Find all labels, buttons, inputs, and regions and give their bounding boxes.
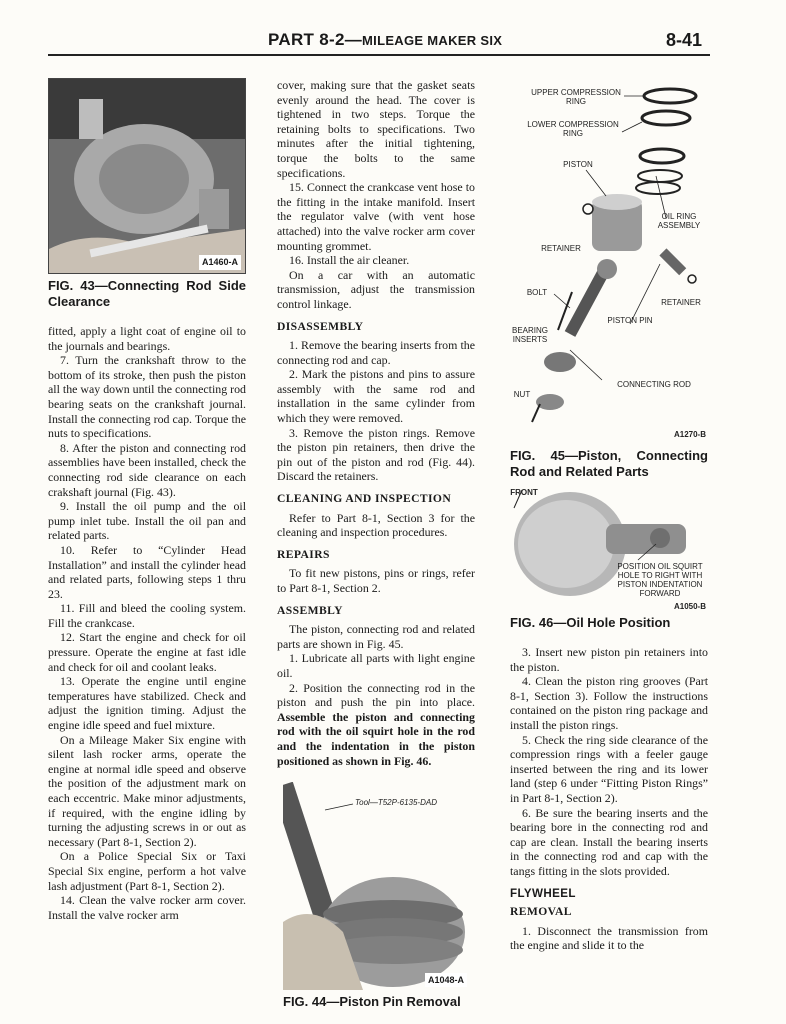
para: 5. Check the ring side clearance of the compression rings with a feeler gauge inserted between the ring and its lower land (step 6 under “Fitting Piston Rings” in Part 8-1, Section 2).	[510, 732, 708, 805]
para: 12. Start the engine and check for oil pressure. Operate the engine at fast idle and check for oil and coolant leaks.	[48, 630, 246, 674]
label-upper-ring: UPPER COMPRESSION RING	[531, 88, 621, 106]
fig44-caption: FIG. 44—Piston Pin Removal	[283, 994, 461, 1010]
para: 10. Refer to “Cylinder Head Installation” and install the cylinder head and related parts, following steps 1 thru 23.	[48, 542, 246, 601]
fig43-photo	[48, 78, 246, 274]
para: On a Police Special Six or Taxi Special Six engine, perform a hot valve lash adjustment (Part 8-1, Section 2).	[48, 849, 246, 893]
section-subtitle: MILEAGE MAKER SIX	[362, 33, 503, 48]
header-separator: —	[344, 30, 363, 49]
label-oil-squirt-note: POSITION OIL SQUIRT HOLE TO RIGHT WITH PISTON INDENTATION FORWARD	[617, 562, 703, 598]
label-retainer-left: RETAINER	[541, 244, 581, 253]
label-bolt: BOLT	[526, 288, 548, 297]
fig43-caption: FIG. 43—Connecting Rod Side Clearance	[48, 278, 246, 309]
fig46-caption: FIG. 46—Oil Hole Position	[510, 615, 671, 630]
para: 11. Fill and bleed the cooling system. Fill the crankcase.	[48, 601, 246, 630]
para: 3. Remove the piston rings. Remove the piston pin retainers, then drive the pin out of the piston and rod (Fig. 44). Discard the retainers.	[277, 425, 475, 484]
label-lower-ring: LOWER COMPRESSION RING	[527, 120, 619, 138]
fig45-code: A1270-B	[673, 430, 706, 439]
assembly-step-2-bold: Assemble the piston and connecting rod with the oil squirt hole in the rod and the indentation in the piston positioned as shown in Fig. 46.	[277, 709, 475, 768]
para: 3. Insert new piston pin retainers into the piston.	[510, 645, 708, 674]
part-label: PART 8-2	[268, 30, 345, 49]
label-connecting-rod: CONNECTING ROD	[617, 380, 691, 389]
para: To fit new pistons, pins or rings, refer to Part 8-1, Section 2.	[277, 566, 475, 595]
fig46-diagram	[510, 488, 706, 600]
para: 13. Operate the engine until engine temperatures have stabilized. Check and adjust the ignition timing. Adjust the engine idle speed and fuel mixture.	[48, 674, 246, 733]
header-rule	[48, 54, 710, 56]
para: 7. Turn the crankshaft throw to the bottom of its stroke, then push the piston all the way down until the connecting rod bearing seats on the crankshaft journal. Install the connecting rod cap. Torque the nuts to specifications.	[48, 353, 246, 441]
fig44-code: A1048-A	[425, 973, 467, 988]
para: 16. Install the air cleaner.	[289, 253, 410, 268]
para: 1. Disconnect the transmission from the engine and slide it to the	[510, 923, 708, 953]
label-front: FRONT	[510, 488, 538, 497]
para: 4. Clean the piston ring grooves (Part 8-1, Section 3). Follow the instructions contained on the piston ring package and install the piston rings.	[510, 674, 708, 732]
fig44-photo	[283, 782, 471, 990]
para: 14. Clean the valve rocker arm cover. Install the valve rocker arm	[48, 893, 246, 922]
heading-removal: REMOVAL	[510, 905, 572, 919]
heading-flywheel: FLYWHEEL	[510, 886, 576, 900]
fig46-code: A1050-B	[673, 602, 706, 611]
para: On a car with an automatic transmission, adjust the transmission control linkage.	[277, 267, 475, 311]
fig45-diagram	[510, 84, 706, 444]
para: 6. Be sure the bearing inserts and the bearing bore in the connecting rod and cap are clean. Install the bearing inserts in the connecting rod and cap with the tangs fitting in the slots provided.	[510, 805, 708, 878]
label-piston: PISTON	[563, 160, 593, 169]
para: cover, making sure that the gasket seats evenly around the head. The cover is tightened in two steps. Torque the retaining bolts to specifications. Two minutes after the initial tightening, torque the bolts to the same specifications.	[277, 78, 475, 180]
heading-cleaning: CLEANING AND INSPECTION	[277, 492, 452, 506]
label-bearing-inserts: BEARING INSERTS	[511, 326, 548, 344]
para: 1. Lubricate all parts with light engine oil.	[277, 651, 475, 680]
page-number: 8-41	[666, 30, 703, 50]
fig43-code: A1460-A	[199, 255, 241, 270]
heading-assembly: ASSEMBLY	[277, 603, 343, 617]
para: 8. After the piston and connecting rod assemblies have been installed, check the connecting rod side clearance on each crakshaft journal (Fig. 43).	[48, 440, 246, 499]
para: The piston, connecting rod and related parts are shown in Fig. 45.	[277, 622, 475, 651]
para: 9. Install the oil pump and the oil pump inlet tube. Install the oil pan and related parts.	[48, 499, 246, 543]
column-right	[510, 84, 708, 953]
para: Refer to Part 8-1, Section 3 for the cleaning and inspection procedures.	[277, 510, 475, 540]
heading-disassembly: DISASSEMBLY	[277, 319, 364, 333]
column-left	[48, 78, 246, 922]
para	[277, 681, 475, 769]
column-middle	[277, 78, 475, 1024]
fig44-tool-label: Tool—T52P-6135-DAD	[355, 798, 437, 808]
para: On a Mileage Maker Six engine with silent lash rocker arms, operate the engine at normal idle speed and observe the position of the adjustment mark on each eccentric. Make minor adjustments, if required, with the engine idling by turning the adjusting screws in or out as necessary (Part 8-1, Section 2).	[48, 732, 246, 849]
para: 2. Mark the pistons and pins to assure assembly with the same rod and installation in the same cylinder from which they were removed.	[277, 367, 475, 426]
para: 1. Remove the bearing inserts from the connecting rod and cap.	[277, 338, 475, 367]
assembly-step-2: 2. Position the connecting rod in the piston and push the pin into place.	[277, 680, 475, 710]
para: fitted, apply a light coat of engine oil to the journals and bearings.	[48, 324, 246, 353]
heading-repairs: REPAIRS	[277, 547, 330, 561]
page-header-title	[268, 30, 502, 50]
piston-pin-removal-photo-icon	[283, 782, 471, 990]
fig45-caption: FIG. 45—Piston, Connecting Rod and Related Parts	[510, 448, 708, 479]
para: 15. Connect the crankcase vent hose to the fitting in the intake manifold. Insert the regulator valve (with vent hose attached) into the valve rocker arm cover mounting grommet.	[277, 180, 475, 253]
connecting-rod-photo-icon	[49, 79, 245, 273]
label-piston-pin: PISTON PIN	[607, 316, 653, 325]
label-retainer-right: RETAINER	[661, 298, 701, 307]
piston-exploded-view-icon	[510, 84, 706, 444]
label-oil-ring: OIL RING ASSEMBLY	[657, 212, 701, 230]
label-nut: NUT	[513, 390, 531, 399]
